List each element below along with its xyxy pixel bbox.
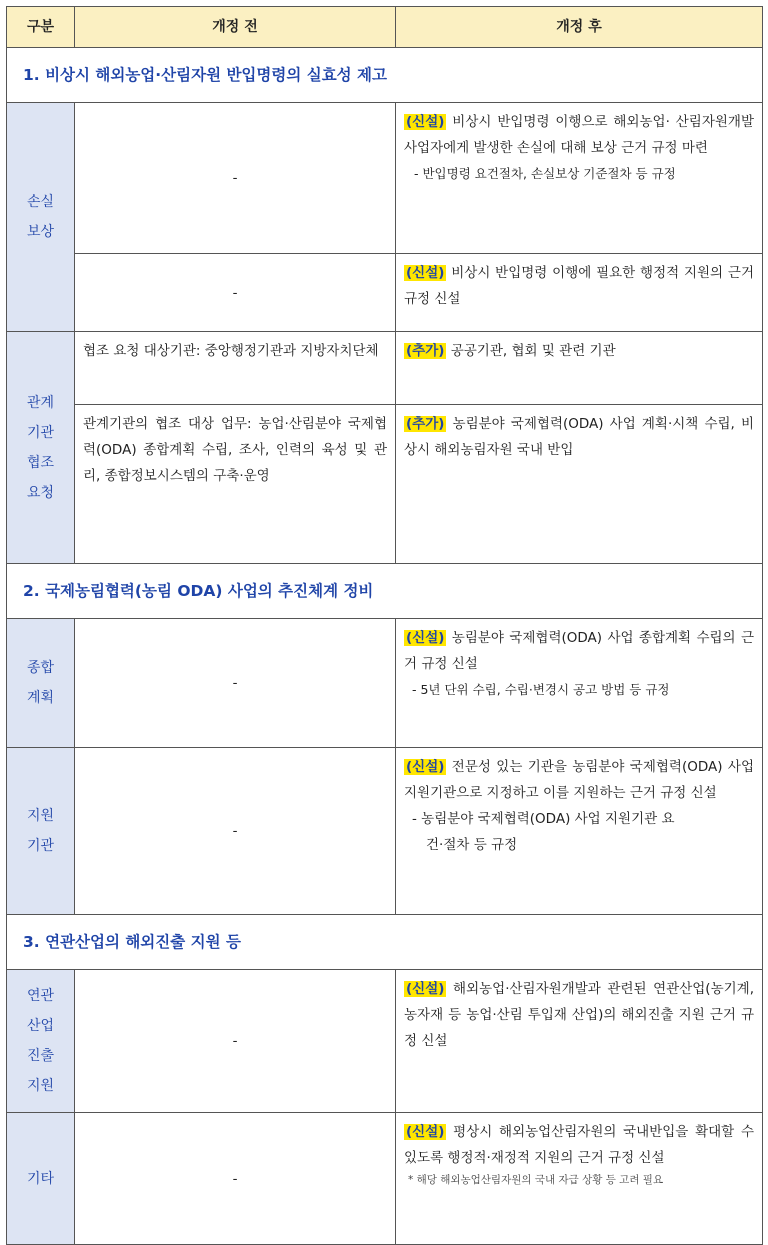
before-cell-empty: - [75, 619, 396, 748]
before-cell-empty: - [75, 1113, 396, 1245]
table-row-loss-1 [7, 103, 763, 254]
header-after: 개정 후 [396, 7, 763, 48]
new-tag: (신설) [406, 630, 445, 646]
category-other: 기타 [7, 1113, 75, 1245]
bullet-text: - 반입명령 요건절차, 손실보상 기준절차 등 규정 [414, 166, 676, 181]
after-cell: (신설) 비상시 반입명령 이행으로 해외농업· 산림자원개발 사업자에게 발생한 손실에 대해 보상 근거 규정 마련 - 반입명령 요건절차, 손실보상 기준절차 등 규정 [396, 103, 763, 254]
category-master-plan: 종합 계획 [7, 619, 75, 748]
table-row-related [7, 970, 763, 1113]
new-tag: (신설) [406, 759, 445, 775]
section-title-2: 2. 국제농림협력(농림 ODA) 사업의 추진체계 정비 [7, 564, 763, 619]
add-tag: (추가) [406, 343, 445, 359]
table-row-plan [7, 619, 763, 748]
category-loss-compensation: 손실 보상 [7, 103, 75, 332]
table-row-etc [7, 1113, 763, 1245]
amendment-table-container [6, 6, 762, 1245]
after-cell: (신설) 비상시 반입명령 이행에 필요한 행정적 지원의 근거 규정 신설 [396, 254, 763, 332]
table-header-row [7, 7, 763, 48]
section-row-1 [7, 48, 763, 103]
section-row-3 [7, 915, 763, 970]
after-cell: (추가) 농림분야 국제협력(ODA) 사업 계획·시책 수립, 비상시 해외농림자원 국내 반입 [396, 405, 763, 564]
section-title-3: 3. 연관산업의 해외진출 지원 등 [7, 915, 763, 970]
after-cell: (신설) 평상시 해외농업산림자원의 국내반입을 확대할 수 있도록 행정적·재정적 지원의 근거 규정 신설 * 해당 해외농업산림자원의 국내 자급 상황 등 고려 필요 [396, 1113, 763, 1245]
after-cell: (신설) 전문성 있는 기관을 농림분야 국제협력(ODA) 사업 지원기관으로 지정하고 이를 지원하는 근거 규정 신설 - 농림분야 국제협력(ODA) 사업 지원기관 요 건·절차 등 규정 [396, 748, 763, 915]
category-support-agency: 지원 기관 [7, 748, 75, 915]
before-cell: 협조 요청 대상기관: 중앙행정기관과 지방자치단체 [75, 332, 396, 405]
table-row-coop-1 [7, 332, 763, 405]
amendment-comparison-table [6, 6, 763, 1245]
new-tag: (신설) [406, 114, 445, 130]
bullet-text: - 5년 단위 수립, 수립·변경시 공고 방법 등 규정 [412, 682, 670, 697]
section-row-2 [7, 564, 763, 619]
before-cell-empty: - [75, 254, 396, 332]
bullet-text-cont: 건·절차 등 규정 [426, 837, 518, 853]
category-agency-cooperation: 관계 기관 협조 요청 [7, 332, 75, 564]
add-tag: (추가) [406, 416, 445, 432]
new-tag: (신설) [406, 265, 445, 281]
before-cell-empty: - [75, 748, 396, 915]
table-row-coop-2 [7, 405, 763, 564]
table-row-loss-2 [7, 254, 763, 332]
after-cell: (신설) 해외농업·산림자원개발과 관련된 연관산업(농기계, 농자재 등 농업·산림 투입재 산업)의 해외진출 지원 근거 규정 신설 [396, 970, 763, 1113]
table-row-support [7, 748, 763, 915]
after-cell: (추가) 공공기관, 협회 및 관련 기관 [396, 332, 763, 405]
category-related-industry: 연관 산업 진출 지원 [7, 970, 75, 1113]
before-cell-empty: - [75, 103, 396, 254]
bullet-text: - 농림분야 국제협력(ODA) 사업 지원기관 요 [412, 811, 675, 827]
footnote: * 해당 해외농업산림자원의 국내 자급 상황 등 고려 필요 [408, 1174, 664, 1186]
before-cell-empty: - [75, 970, 396, 1113]
new-tag: (신설) [406, 981, 445, 997]
new-tag: (신설) [406, 1124, 445, 1140]
header-category: 구분 [7, 7, 75, 48]
header-before: 개정 전 [75, 7, 396, 48]
after-cell: (신설) 농림분야 국제협력(ODA) 사업 종합계획 수립의 근거 규정 신설 - 5년 단위 수립, 수립·변경시 공고 방법 등 규정 [396, 619, 763, 748]
before-cell: 관계기관의 협조 대상 업무: 농업·산림분야 국제협력(ODA) 종합계획 수립, 조사, 인력의 육성 및 관리, 종합정보시스템의 구축·운영 [75, 405, 396, 564]
section-title-1: 1. 비상시 해외농업·산림자원 반입명령의 실효성 제고 [7, 48, 763, 103]
